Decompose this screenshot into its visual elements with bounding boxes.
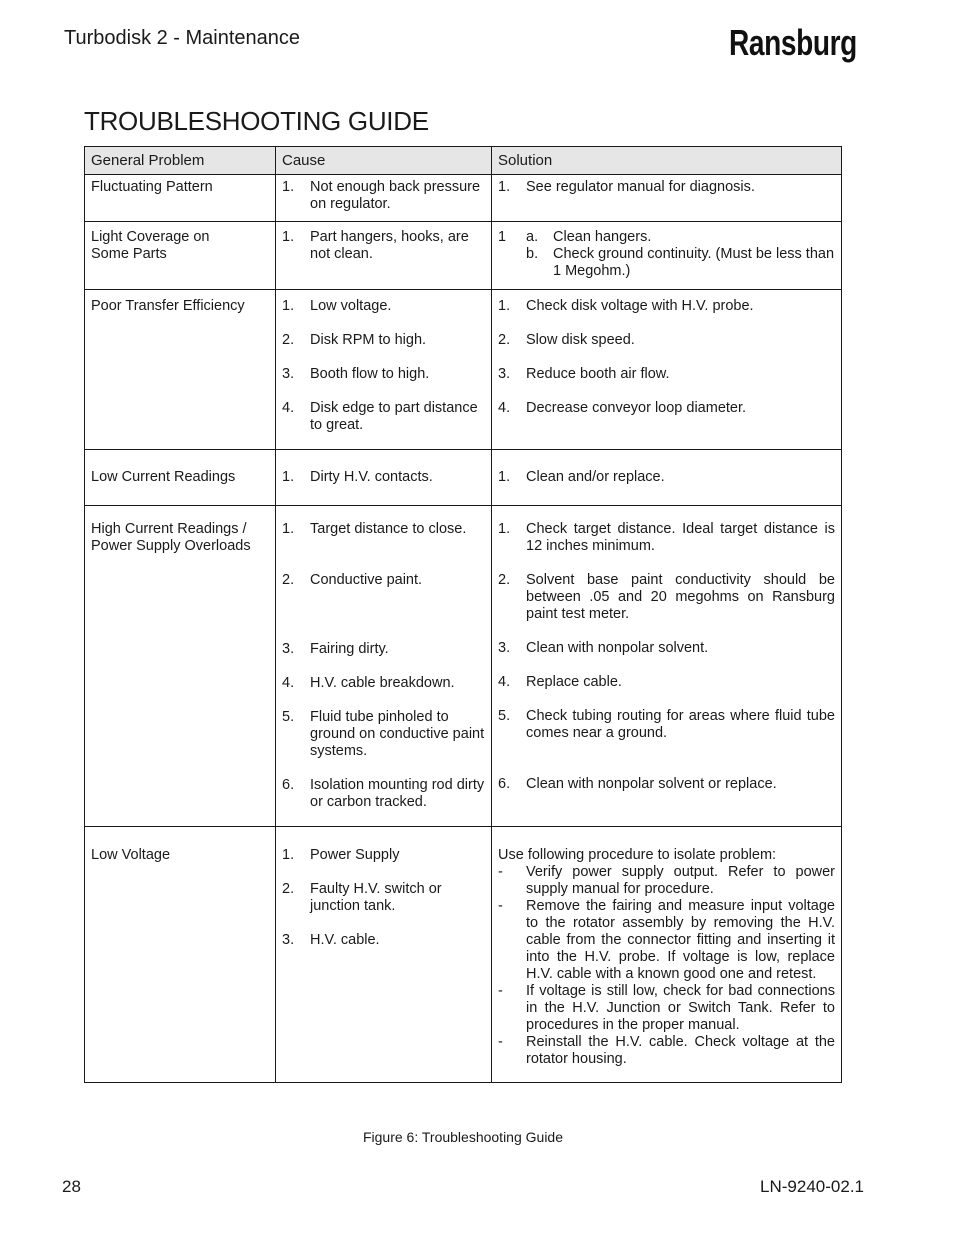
- cause-item: [282, 709, 485, 760]
- item-number: 5.: [282, 709, 295, 725]
- solution-step: [498, 983, 835, 1034]
- step-text: Verify power supply output. Refer to power supply manual for procedure.: [526, 864, 835, 897]
- cause-cell: [276, 290, 492, 450]
- item-number: 3.: [282, 641, 295, 657]
- table-row: [85, 450, 842, 506]
- solution-item: [498, 776, 835, 793]
- solution-cell: [492, 827, 842, 1083]
- item-text: Booth flow to high.: [310, 366, 430, 382]
- problem-cell: [85, 827, 276, 1083]
- item-number: 3.: [498, 640, 511, 656]
- item-number: 2.: [498, 572, 511, 588]
- item-number: 6.: [498, 776, 511, 792]
- cause-item: [282, 366, 485, 383]
- item-number: 1.: [498, 179, 511, 195]
- solution-item: [498, 674, 835, 691]
- item-number: 4.: [498, 674, 511, 690]
- item-text: Low voltage.: [310, 298, 392, 314]
- item-text: Isolation mounting rod dirty or carbon tracked.: [310, 777, 485, 810]
- cause-item: [282, 572, 485, 589]
- solution-step: [498, 898, 835, 983]
- item-text: Target distance to close.: [310, 521, 467, 537]
- solution-item: [498, 366, 835, 383]
- item-text: Fairing dirty.: [310, 641, 389, 657]
- item-number: 1.: [498, 298, 511, 314]
- cause-item: [282, 777, 485, 811]
- item-text: Check disk voltage with H.V. probe.: [526, 298, 754, 314]
- table-row: [85, 506, 842, 827]
- solution-subitem: [526, 229, 835, 246]
- item-text: H.V. cable.: [310, 932, 380, 948]
- item-text: Clean and/or replace.: [526, 469, 665, 485]
- page-title: TROUBLESHOOTING GUIDE: [84, 106, 429, 136]
- cause-item: [282, 332, 485, 349]
- item-number: 3.: [282, 366, 295, 382]
- item-number: 1.: [282, 298, 295, 314]
- solution-item: [498, 179, 835, 196]
- item-text: Solvent base paint conductivity should be between .05 and 20 megohms on Ransburg paint test meter.: [526, 572, 835, 622]
- item-number: 1.: [498, 469, 511, 485]
- table-row: [85, 222, 842, 290]
- solution-subitem: [526, 246, 835, 280]
- cause-item: [282, 675, 485, 692]
- solution-item: [498, 400, 835, 417]
- page-number: 28: [62, 1177, 81, 1196]
- item-number: 2.: [498, 332, 511, 348]
- item-text: Fluid tube pinholed to ground on conductive paint systems.: [310, 709, 485, 759]
- column-header-solution: Solution: [492, 147, 842, 175]
- solution-cell: [492, 175, 842, 222]
- item-text: Power Supply: [310, 847, 400, 863]
- item-number: 6.: [282, 777, 295, 793]
- brand-logo: Ransburg: [729, 22, 857, 63]
- figure-caption: Figure 6: Troubleshooting Guide: [362, 1129, 563, 1145]
- solution-item: [498, 469, 835, 486]
- item-number: 1: [498, 229, 507, 245]
- item-number: 4.: [282, 675, 295, 691]
- problem-cell: [85, 290, 276, 450]
- solution-item: [498, 229, 835, 280]
- problem-text: Fluctuating Pattern: [91, 179, 213, 195]
- cause-cell: [276, 222, 492, 290]
- subitem-text: Check ground continuity. (Must be less than 1 Megohm.): [553, 246, 835, 279]
- item-number: 1.: [282, 847, 295, 863]
- item-text: Clean with nonpolar solvent or replace.: [526, 776, 777, 792]
- problem-cell: [85, 450, 276, 506]
- solution-step: [498, 864, 835, 898]
- item-text: Reduce booth air flow.: [526, 366, 670, 382]
- column-header-problem: General Problem: [85, 147, 276, 175]
- cause-item: [282, 641, 485, 658]
- item-text: Not enough back pressure on regulator.: [310, 179, 481, 212]
- item-number: 1.: [282, 521, 295, 537]
- solution-item: [498, 332, 835, 349]
- table-header-row: [85, 147, 842, 175]
- item-text: Part hangers, hooks, are not clean.: [310, 229, 469, 262]
- table-row: [85, 827, 842, 1083]
- item-text: Disk RPM to high.: [310, 332, 427, 348]
- cause-item: [282, 179, 485, 213]
- table-row: [85, 290, 842, 450]
- running-header: Turbodisk 2 - Maintenance: [64, 27, 301, 49]
- cause-item: [282, 847, 485, 864]
- item-number: 2.: [282, 572, 295, 588]
- step-bullet: -: [498, 1034, 503, 1050]
- cause-item: [282, 881, 485, 915]
- item-text: Clean with nonpolar solvent.: [526, 640, 709, 656]
- item-number: 3.: [498, 366, 511, 382]
- cause-cell: [276, 175, 492, 222]
- item-number: 3.: [282, 932, 295, 948]
- item-text: H.V. cable breakdown.: [310, 675, 455, 691]
- item-text: Replace cable.: [526, 674, 622, 690]
- subitem-letter: b.: [526, 246, 539, 262]
- solution-item: [498, 640, 835, 657]
- cause-item: [282, 298, 485, 315]
- item-number: 1.: [498, 521, 511, 537]
- solution-item: [498, 298, 835, 315]
- item-text: Check tubing routing for areas where fluid tube comes near a ground.: [526, 708, 835, 741]
- problem-text: Low Voltage: [91, 847, 171, 863]
- item-number: 5.: [498, 708, 511, 724]
- item-number: 2.: [282, 881, 295, 897]
- cause-item: [282, 469, 485, 486]
- solution-item: [498, 572, 835, 623]
- step-bullet: -: [498, 864, 503, 880]
- item-number: 1.: [282, 229, 295, 245]
- solution-cell: [492, 290, 842, 450]
- problem-cell: [85, 175, 276, 222]
- step-bullet: -: [498, 983, 503, 999]
- cause-cell: [276, 827, 492, 1083]
- item-number: 1.: [282, 469, 295, 485]
- table-row: [85, 175, 842, 222]
- cause-item: [282, 521, 485, 538]
- troubleshooting-table: [84, 146, 842, 1083]
- step-text: Reinstall the H.V. cable. Check voltage at the rotator housing.: [526, 1034, 835, 1067]
- step-bullet: -: [498, 898, 503, 914]
- solution-cell: [492, 506, 842, 827]
- problem-text: Low Current Readings: [91, 469, 236, 485]
- step-text: Remove the fairing and measure input voltage to the rotator assembly by removing the H.V. cable from the connector fitting and inserting it into the H.V. probe. If voltage is low, replace H.V. cable with a known good one and retest.: [526, 898, 835, 982]
- solution-step: [498, 1034, 835, 1068]
- problem-text: Light Coverage on Some Parts: [91, 229, 210, 262]
- cause-cell: [276, 506, 492, 827]
- item-text: Disk edge to part distance to great.: [310, 400, 478, 433]
- item-text: Conductive paint.: [310, 572, 423, 588]
- subitem-text: Clean hangers.: [553, 229, 652, 245]
- solution-intro: Use following procedure to isolate problem:: [498, 847, 777, 863]
- item-text: Check target distance. Ideal target distance is 12 inches minimum.: [526, 521, 835, 554]
- item-text: Faulty H.V. switch or junction tank.: [310, 881, 442, 914]
- solution-cell: [492, 450, 842, 506]
- item-text: Slow disk speed.: [526, 332, 635, 348]
- column-header-cause: Cause: [276, 147, 492, 175]
- document-id: LN-9240-02.1: [760, 1177, 864, 1196]
- item-number: 1.: [282, 179, 295, 195]
- item-number: 2.: [282, 332, 295, 348]
- solution-item: [498, 708, 835, 742]
- cause-item: [282, 229, 485, 263]
- problem-cell: [85, 222, 276, 290]
- item-text: Decrease conveyor loop diameter.: [526, 400, 747, 416]
- solution-cell: [492, 222, 842, 290]
- solution-item: [498, 521, 835, 555]
- cause-cell: [276, 450, 492, 506]
- problem-text: Poor Transfer Efficiency: [91, 298, 245, 314]
- item-text: See regulator manual for diagnosis.: [526, 179, 755, 195]
- problem-text: High Current Readings / Power Supply Overloads: [91, 521, 251, 554]
- problem-cell: [85, 506, 276, 827]
- cause-item: [282, 400, 485, 434]
- item-text: Dirty H.V. contacts.: [310, 469, 433, 485]
- subitem-letter: a.: [526, 229, 539, 245]
- item-number: 4.: [498, 400, 511, 416]
- step-text: If voltage is still low, check for bad connections in the H.V. Junction or Switch Tank. Refer to procedures in the proper manual.: [526, 983, 835, 1033]
- item-number: 4.: [282, 400, 295, 416]
- cause-item: [282, 932, 485, 949]
